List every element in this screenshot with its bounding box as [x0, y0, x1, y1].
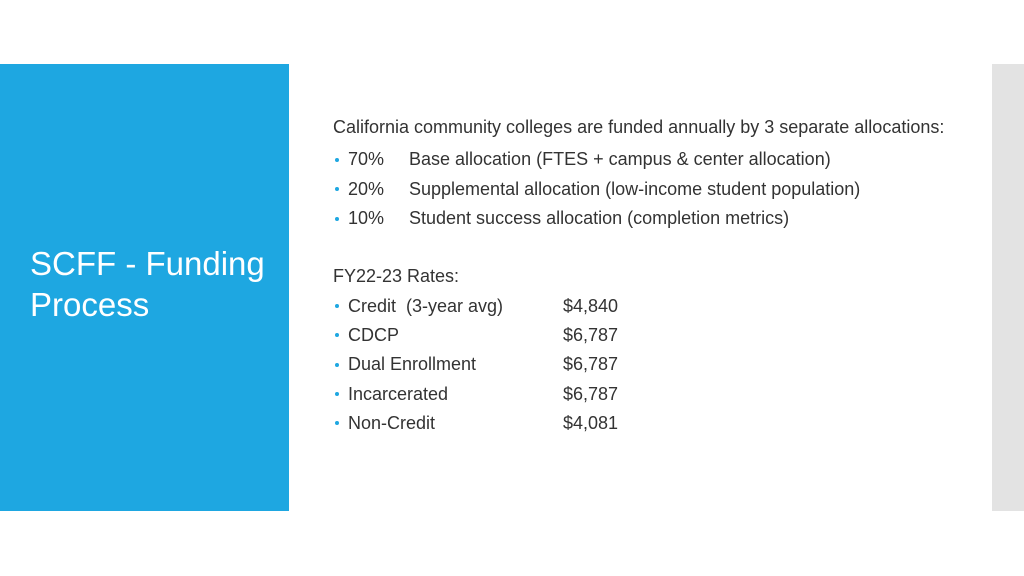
slide-title: SCFF - Funding Process	[30, 245, 265, 323]
rates-list	[333, 292, 953, 438]
rate-name: Credit (3-year avg)	[348, 295, 504, 316]
list-item	[333, 350, 953, 379]
allocation-percent: 20%	[348, 178, 385, 199]
rate-name: Non-Credit	[348, 412, 436, 433]
rate-name: Dual Enrollment	[348, 354, 477, 375]
scrollbar-track[interactable]	[992, 64, 1024, 511]
bullet-icon	[335, 392, 339, 396]
rate-value: $4,840	[563, 295, 619, 316]
allocation-text: Student success allocation (completion metrics)	[409, 208, 790, 229]
bullet-icon	[335, 333, 339, 337]
rate-value: $6,787	[563, 324, 619, 345]
bullet-icon	[335, 217, 339, 221]
list-item	[333, 204, 953, 234]
list-item	[333, 175, 953, 205]
bullet-icon	[335, 421, 339, 425]
list-item	[333, 321, 953, 350]
rate-value: $6,787	[563, 354, 619, 375]
allocation-percent: 10%	[348, 208, 385, 229]
list-item	[333, 379, 953, 408]
bullet-icon	[335, 304, 339, 308]
list-item	[333, 292, 953, 321]
rate-name: Incarcerated	[348, 383, 449, 404]
bullet-icon	[335, 363, 339, 367]
intro-text: California community colleges are funded annually by 3 separate allocations:	[333, 117, 945, 137]
bullet-icon	[335, 158, 339, 162]
rate-name: CDCP	[348, 324, 400, 345]
rate-value: $4,081	[563, 412, 619, 433]
list-item	[333, 145, 953, 175]
allocation-list	[333, 145, 953, 234]
rates-heading: FY22-23 Rates:	[333, 265, 460, 286]
allocation-text: Base allocation (FTES + campus & center allocation)	[409, 149, 831, 170]
allocation-text: Supplemental allocation (low-income student population)	[409, 178, 861, 199]
allocation-percent: 70%	[348, 149, 385, 170]
list-item	[333, 409, 953, 438]
bullet-icon	[335, 187, 339, 191]
content-body	[333, 116, 953, 438]
rate-value: $6,787	[563, 383, 619, 404]
